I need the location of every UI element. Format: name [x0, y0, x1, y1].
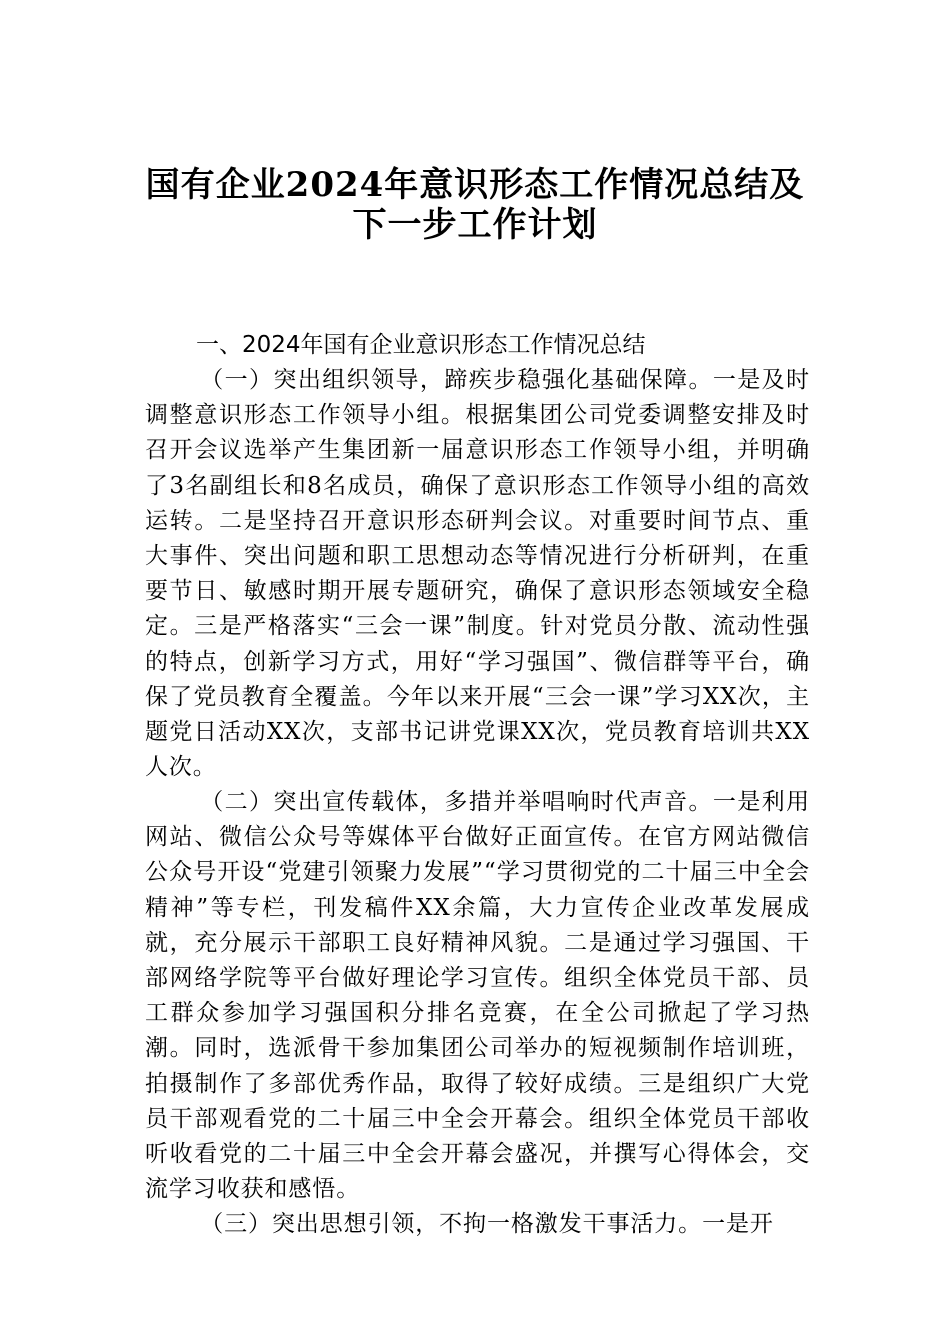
section-heading-1: 一、2024年国有企业意识形态工作情况总结: [196, 332, 646, 358]
paragraph-publicity-carriers: （二）突出宣传载体，多措并举唱响时代声音。一是利用网站、微信公众号等媒体平台做好正面宣传。在官方网站微信公众号开设“党建引领聚力发展”“学习贯彻党的二十届三中全会精神”等专栏，刊发稿件XX余篇，大力宣传企业改革发展成就，充分展示干部职工良好精神风貌。二是通过学习强国、干部网络学院等平台做好理论学习宣传。组织全体党员干部、员工群众参加学习强国积分排名竞赛，在全公司掀起了学习热潮。同时，选派骨干参加集团公司举办的短视频制作培训班，拍摄制作了多部优秀作品，取得了较好成绩。三是组织广大党员干部观看党的二十届三中全会开幕会。组织全体党员干部收听收看党的二十届三中全会开幕会盛况，并撰写心得体会，交流学习收获和感悟。: [145, 789, 810, 1203]
document-title-line-2: 下一步工作计划: [352, 205, 598, 245]
paragraph-organization-leadership: （一）突出组织领导，蹄疾步稳强化基础保障。一是及时调整意识形态工作领导小组。根据集团公司党委调整安排及时召开会议选举产生集团新一届意识形态工作领导小组，并明确了3名副组长和8名成员，确保了意识形态工作领导小组的高效运转。二是坚持召开意识形态研判会议。对重要时间节点、重大事件、突出问题和职工思想动态等情况进行分析研判，在重要节日、敏感时期开展专题研究，确保了意识形态领域安全稳定。三是严格落实“三会一课”制度。针对党员分散、流动性强的特点，创新学习方式，用好“学习强国”、微信群等平台，确保了党员教育全覆盖。今年以来开展“三会一课”学习XX次，主题党日活动XX次，支部书记讲党课XX次，党员教育培训共XX人次。: [145, 367, 810, 781]
paragraph-ideological-guidance: （三）突出思想引领，不拘一格激发干事活力。一是开: [200, 1211, 774, 1237]
document-title-line-1: 国有企业2024年意识形态工作情况总结及: [145, 165, 805, 205]
